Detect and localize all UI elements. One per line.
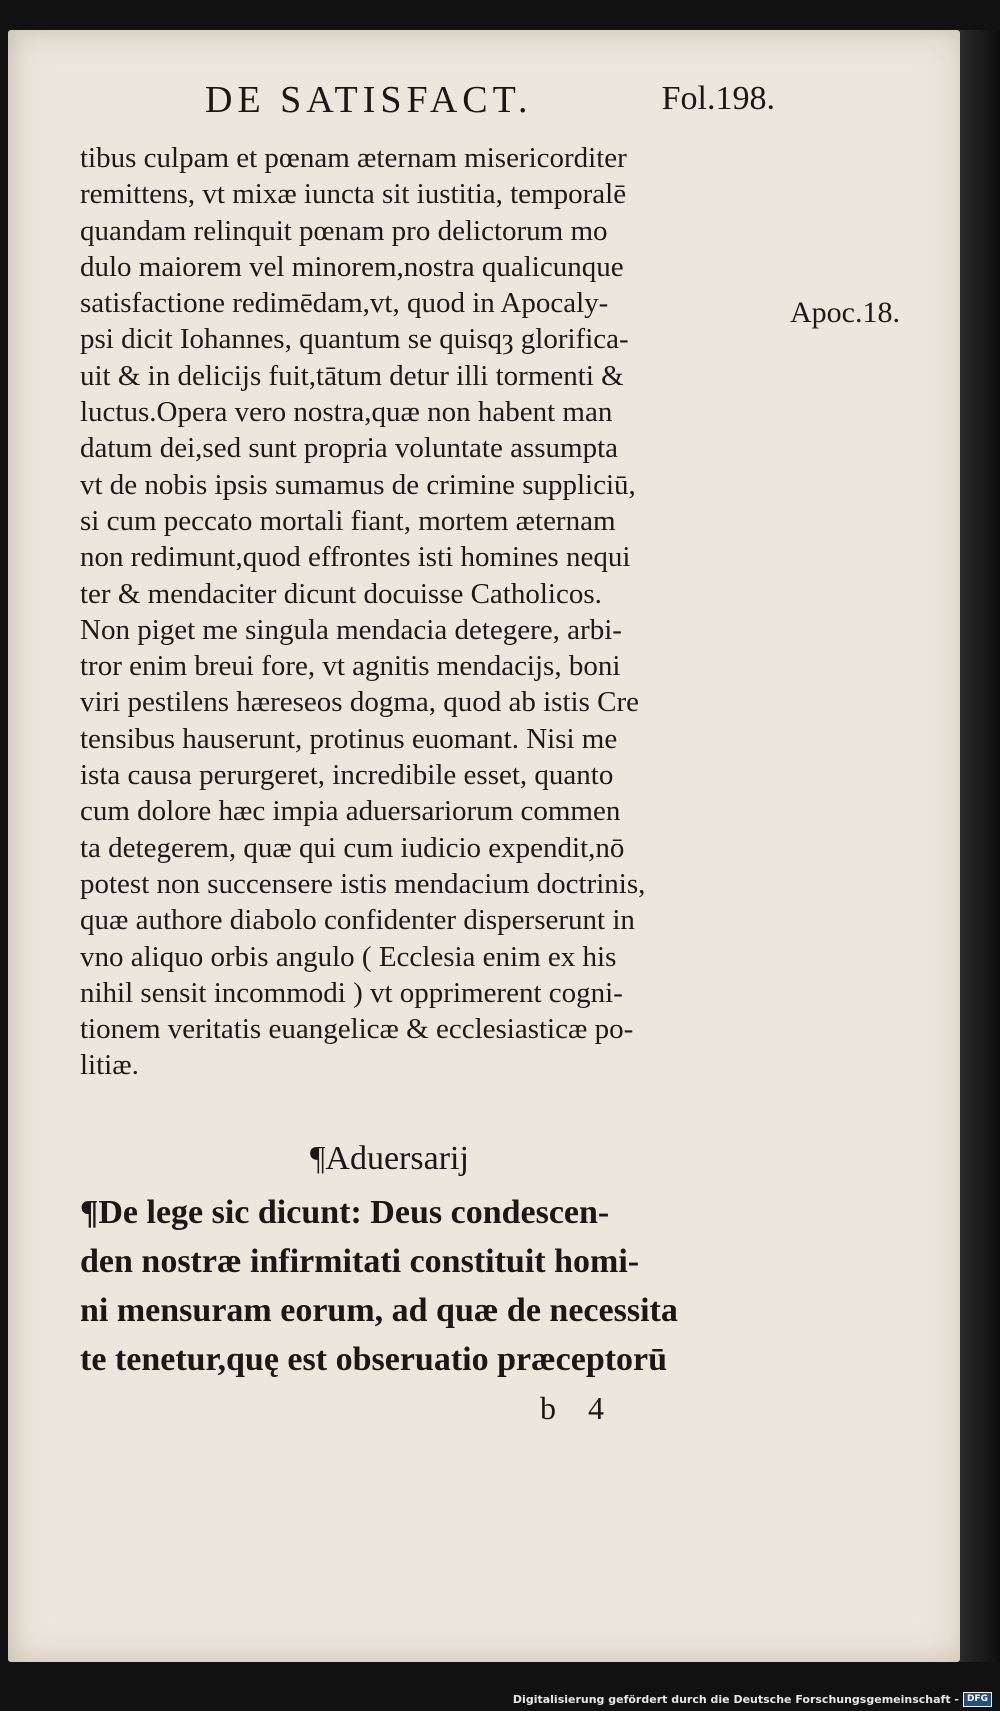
scan-edge	[960, 30, 1000, 1662]
text-line: tensibus hauserunt, protinus euomant. Nisi me	[80, 722, 618, 755]
text-line: litiæ.	[80, 1049, 139, 1082]
large-text-line: te tenetur,quę est obseruatio præceptorū	[80, 1341, 668, 1378]
text-line: vno aliquo orbis angulo ( Ecclesia enim ex his	[80, 940, 617, 973]
text-line: dulo maiorem vel minorem,nostra qualicunque	[80, 250, 624, 283]
digitization-footer	[513, 1689, 992, 1709]
section-heading: ¶Aduersarij	[310, 1140, 469, 1177]
large-text-line: den nostræ infirmitati constituit homi-	[80, 1243, 640, 1280]
text-line: luctus.Opera vero nostra,quæ non habent man	[80, 396, 613, 429]
marginal-note: Apoc.18.	[790, 296, 900, 329]
large-text-line: ni mensuram eorum, ad quæ de necessita	[80, 1292, 678, 1329]
text-line: quæ authore diabolo confidenter disperserunt in	[80, 904, 635, 937]
text-line: tionem veritatis euangelicæ & ecclesiasticæ po-	[80, 1013, 634, 1046]
text-line: uit & in delicijs fuit,tātum detur illi tormenti &	[80, 359, 624, 392]
text-line: remittens, vt mixæ iuncta sit iustitia, temporalē	[80, 178, 627, 211]
dfg-logo: DFG	[963, 1692, 992, 1707]
text-line: nihil sensit incommodi ) vt opprimerent cogni-	[80, 976, 623, 1009]
text-line: ista causa perurgeret, incredibile esset, quanto	[80, 759, 614, 792]
text-line: cum dolore hæc impia aduersariorum commen	[80, 795, 621, 828]
large-text-line: ¶De lege sic dicunt: Deus condescen-	[80, 1194, 610, 1231]
text-line: tror enim breui fore, vt agnitis mendacijs, boni	[80, 650, 621, 683]
main-text-block	[80, 140, 775, 1084]
text-line: datum dei,sed sunt propria voluntate assumpta	[80, 432, 619, 465]
large-text-block	[80, 1188, 780, 1384]
text-line: si cum peccato mortali fiant, mortem æternam	[80, 504, 616, 537]
text-line: Non piget me singula mendacia detegere, arbi-	[80, 613, 622, 646]
text-line: quandam relinquit pœnam pro delictorum mo	[80, 214, 608, 247]
text-line: psi dicit Iohannes, quantum se quisqȝ glorifica-	[80, 323, 629, 356]
text-line: ter & mendaciter dicunt docuisse Catholicos.	[80, 577, 602, 610]
running-title: DE SATISFACT.	[205, 79, 533, 121]
text-line: non redimunt,quod effrontes isti homines nequi	[80, 541, 631, 574]
text-line: tibus culpam et pœnam æternam misericorditer	[80, 142, 627, 174]
signature-mark: b 4	[540, 1390, 604, 1426]
text-line: ta detegerem, quæ qui cum iudicio expendit,nō	[80, 831, 625, 864]
text-line: satisfactione redimēdam,vt, quod in Apocaly-	[80, 287, 609, 320]
text-line: potest non succensere istis mendacium doctrinis,	[80, 867, 646, 900]
text-line: viri pestilens hæreseos dogma, quod ab istis Cre	[80, 686, 639, 719]
folio-number: Fol.198.	[661, 80, 775, 117]
footer-text: Digitalisierung gefördert durch die Deutsche Forschungsgemeinschaft -	[512, 1692, 959, 1706]
text-line: vt de nobis ipsis sumamus de crimine suppliciū,	[80, 468, 636, 501]
running-header	[205, 78, 775, 128]
